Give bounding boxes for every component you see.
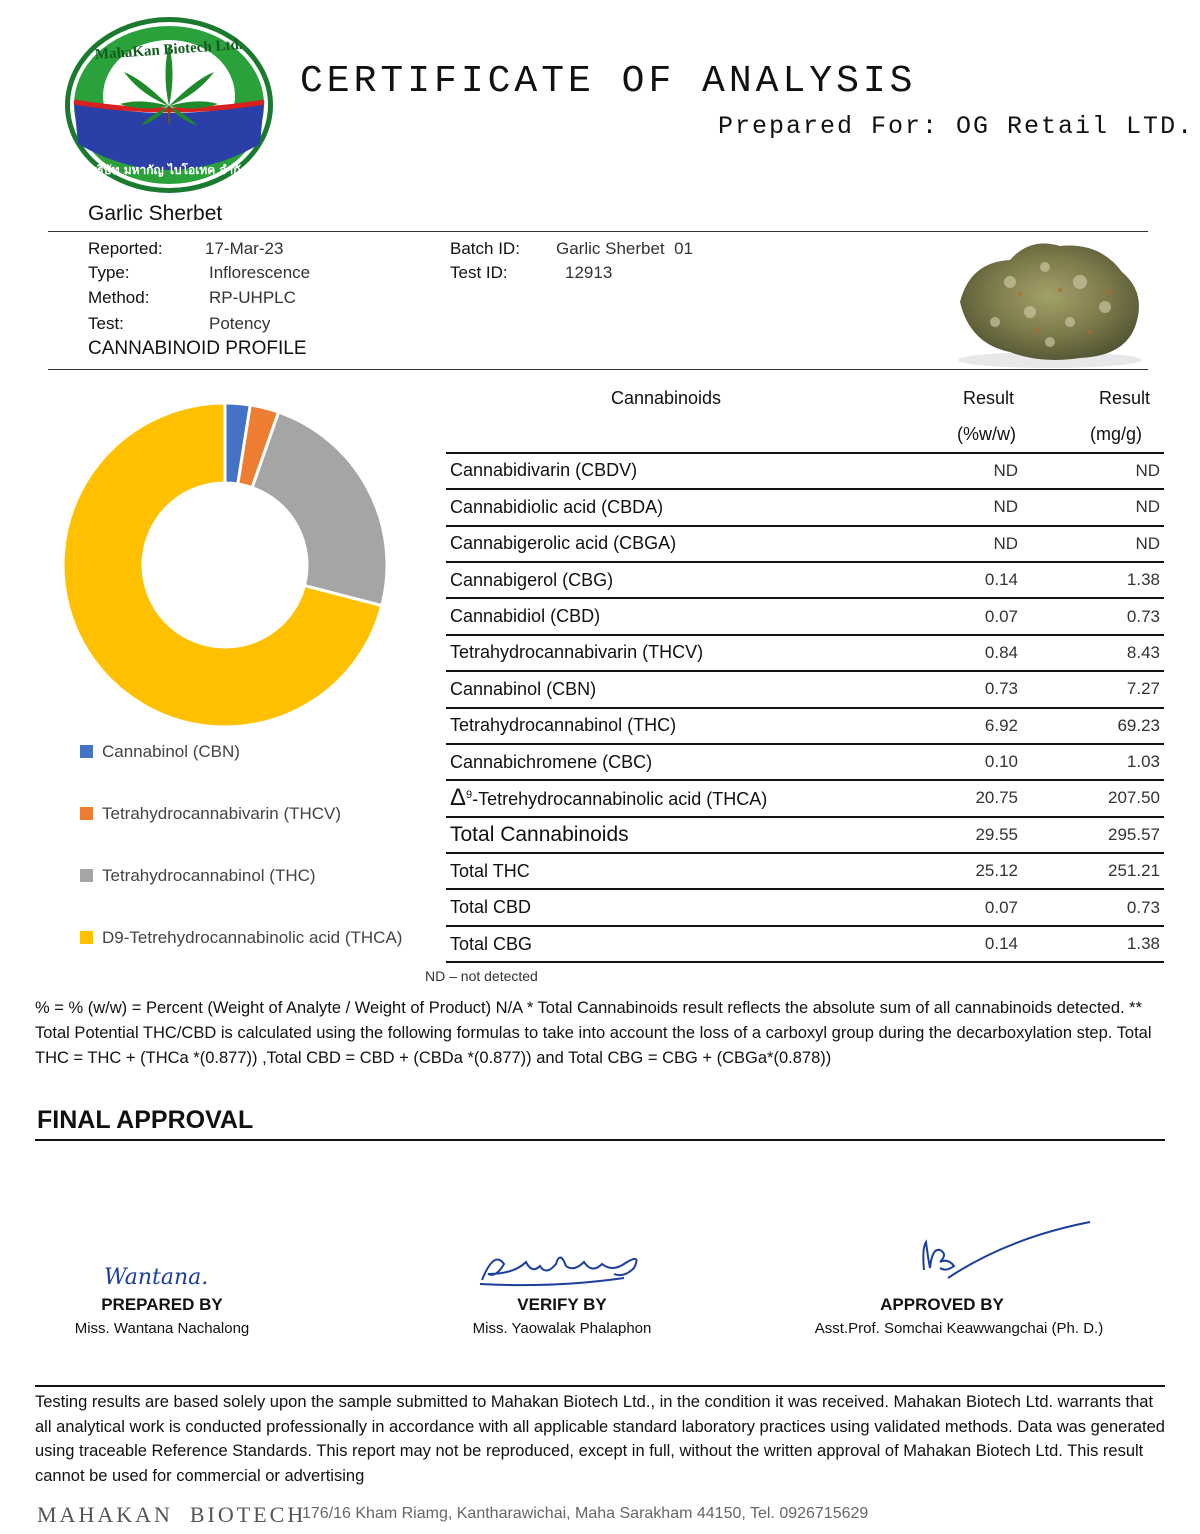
- result-mg: 1.38: [1036, 562, 1164, 598]
- result-mg: ND: [1036, 526, 1164, 562]
- results-table: [446, 380, 1164, 963]
- table-row: [446, 708, 1164, 744]
- verify-by-label: VERIFY BY: [517, 1295, 607, 1314]
- cannabinoid-name: [446, 453, 886, 489]
- cannabinoid-label: Cannabidivarin (CBDV): [450, 460, 638, 481]
- test-label: Test:: [88, 314, 124, 333]
- table-row: [446, 744, 1164, 780]
- result-pct: 0.84: [886, 635, 1036, 671]
- method-value: RP-UHPLC: [209, 288, 296, 307]
- cannabinoid-label: Tetrahydrocannabivarin (THCV): [450, 642, 704, 663]
- legend-swatch: [80, 807, 93, 820]
- result-pct: 25.12: [886, 853, 1036, 889]
- cannabinoid-name: [446, 853, 886, 889]
- legend-label: Cannabinol (CBN): [102, 742, 240, 761]
- legend-item-thc: [80, 866, 316, 886]
- table-row: [446, 926, 1164, 962]
- result-pct: 6.92: [886, 708, 1036, 744]
- test-id-label: Test ID:: [450, 263, 508, 282]
- col-header-result-pct: Result: [962, 387, 1014, 408]
- table-row: [446, 671, 1164, 707]
- cannabinoid-name: [446, 526, 886, 562]
- reported-value: 17-Mar-23: [205, 239, 284, 258]
- cannabinoid-label: Cannabidiolic acid (CBDA): [450, 496, 664, 517]
- result-pct: 0.10: [886, 744, 1036, 780]
- table-row: [446, 489, 1164, 525]
- cannabinoid-name: [446, 780, 886, 816]
- result-pct: 0.14: [886, 926, 1036, 962]
- svg-text:Wantana.: Wantana.: [104, 1265, 209, 1290]
- result-mg: 1.38: [1036, 926, 1164, 962]
- result-mg: 0.73: [1036, 889, 1164, 925]
- table-row: [446, 562, 1164, 598]
- legend-label: D9-Tetrehydrocannabinolic acid (THCA): [102, 928, 403, 947]
- cannabinoid-name: [446, 598, 886, 634]
- cannabinoid-label: Tetrahydrocannabinol (THC): [450, 715, 677, 736]
- result-mg: 207.50: [1036, 780, 1164, 816]
- result-mg: ND: [1036, 489, 1164, 525]
- result-mg: ND: [1036, 453, 1164, 489]
- cannabinoid-name: [446, 562, 886, 598]
- result-pct: ND: [886, 526, 1036, 562]
- cannabinoid-label: Cannabinol (CBN): [450, 678, 597, 699]
- divider: [35, 1385, 1165, 1387]
- cannabinoid-name: [446, 708, 886, 744]
- cannabinoid-name: [446, 889, 886, 925]
- logo-text: MahaKan Biotech Ltd.: [94, 36, 244, 64]
- result-pct: 0.14: [886, 562, 1036, 598]
- verify-by-name: Miss. Yaowalak Phalaphon: [472, 1320, 652, 1337]
- table-row: [446, 817, 1164, 853]
- table-row: [446, 635, 1164, 671]
- result-pct: 0.07: [886, 598, 1036, 634]
- cannabinoid-label: Total CBD: [450, 897, 532, 918]
- result-pct: 0.73: [886, 671, 1036, 707]
- footer-brand: MAHAKAN BIOTECH: [37, 1502, 307, 1527]
- approved-by-label: APPROVED BY: [880, 1295, 1004, 1314]
- table-unit-row: [446, 416, 1164, 452]
- legend-swatch: [80, 931, 93, 944]
- donut-slice: [252, 412, 387, 606]
- legend-item-thca: [80, 928, 402, 948]
- cannabinoid-name: [446, 635, 886, 671]
- result-pct: 29.55: [886, 817, 1036, 853]
- batch-id-value: Garlic Sherbet 01: [556, 239, 694, 258]
- prepared-by-name: Miss. Wantana Nachalong: [74, 1320, 250, 1337]
- approved-by-signature: [918, 1218, 1094, 1288]
- result-pct: 0.07: [886, 889, 1036, 925]
- cannabinoid-name: [446, 671, 886, 707]
- test-id-value: 12913: [565, 263, 613, 282]
- cannabinoid-label: Total CBG: [450, 933, 533, 954]
- unit-mg: (mg/g): [1089, 423, 1142, 444]
- superscript: 9: [466, 789, 473, 802]
- table-row: [446, 889, 1164, 925]
- calculation-footnote: % = % (w/w) = Percent (Weight of Analyte / Weight of Product) N/A * Total Cannabinoids result reflects the absolute sum of all cannabinoids detected. ** Total Potential THC/CBD is calculated using the following formulas to take into account the loss of a carboxyl group during the decarboxylation step. Total THC = THC + (THCa *(0.877)) ,Total CBD = CBD + (CBDa *(0.877)) and Total CBG = CBG + (CBGa*(0.878)): [35, 999, 1152, 1067]
- table-row: [446, 853, 1164, 889]
- legend-label: Tetrahydrocannabinol (THC): [102, 866, 316, 885]
- result-pct: ND: [886, 453, 1036, 489]
- legend-swatch: [80, 745, 93, 758]
- cannabinoid-label: Cannabigerolic acid (CBGA): [450, 533, 677, 554]
- reported-label: Reported:: [88, 239, 163, 258]
- profile-heading: CANNABINOID PROFILE: [88, 338, 307, 359]
- cannabinoid-label: Total THC: [450, 860, 530, 881]
- final-approval-heading: FINAL APPROVAL: [37, 1106, 254, 1134]
- result-mg: 0.73: [1036, 598, 1164, 634]
- result-mg: 295.57: [1036, 817, 1164, 853]
- delta-symbol: Δ: [450, 784, 467, 812]
- type-value: Inflorescence: [209, 263, 311, 282]
- result-mg: 69.23: [1036, 708, 1164, 744]
- batch-id-label: Batch ID:: [450, 239, 520, 258]
- cannabinoid-name: [446, 926, 886, 962]
- cannabinoid-name: [446, 817, 886, 853]
- test-value: Potency: [209, 314, 271, 333]
- cannabinoid-label: Cannabidiol (CBD): [450, 606, 601, 627]
- table-row: [446, 598, 1164, 634]
- unit-pct: (%w/w): [957, 423, 1016, 444]
- result-mg: 251.21: [1036, 853, 1164, 889]
- footer-address: 176/16 Kham Riamg, Kantharawichai, Maha Sarakham 44150, Tel. 0926715629: [302, 1505, 869, 1522]
- logo-thai-text: บริษัท มหากัญ ไบโอเทค จำกัด: [89, 163, 249, 177]
- verify-by-signature: [474, 1244, 650, 1290]
- approved-by-name: Asst.Prof. Somchai Keawwangchai (Ph. D.): [814, 1320, 1104, 1337]
- result-mg: 8.43: [1036, 635, 1164, 671]
- disclaimer: Testing results are based solely upon the sample submitted to Mahakan Biotech Ltd., in the condition it was received. Mahakan Biotech Ltd. warrants that all analytical work is conducted professionally in accordance with all applicable standard laboratory practices using validated methods. Data was generated using traceable Reference Standards. This report may not be reproduced, except in full, without the written approval of Mahakan Biotech Ltd. This result cannot be used for commercial or advertising: [35, 1393, 1165, 1485]
- nd-note: ND – not detected: [425, 968, 538, 984]
- cannabinoid-label: -Tetrehydrocannabinolic acid (THCA): [472, 789, 768, 810]
- cannabinoid-name: [446, 489, 886, 525]
- legend-item-cbn: [80, 742, 240, 762]
- legend-label: Tetrahydrocannabivarin (THCV): [102, 804, 342, 823]
- type-label: Type:: [88, 263, 130, 282]
- cannabinoid-name: [446, 744, 886, 780]
- document-title: CERTIFICATE OF ANALYSIS: [300, 60, 917, 103]
- table-header-row: [446, 380, 1164, 416]
- legend-swatch: [80, 869, 93, 882]
- table-row: [446, 453, 1164, 489]
- prepared-by-label: PREPARED BY: [101, 1295, 223, 1314]
- result-pct: ND: [886, 489, 1036, 525]
- method-label: Method:: [88, 288, 150, 307]
- cannabinoid-label: Cannabichromene (CBC): [450, 751, 653, 772]
- company-logo: [62, 14, 276, 196]
- result-mg: 7.27: [1036, 671, 1164, 707]
- cannabinoid-label: Total Cannabinoids: [450, 822, 629, 846]
- sample-photo: [950, 232, 1150, 370]
- prepared-by-signature: [100, 1258, 220, 1292]
- col-header-result-mg: Result: [1098, 387, 1150, 408]
- result-mg: 1.03: [1036, 744, 1164, 780]
- table-row: [446, 780, 1164, 816]
- divider: [35, 1139, 1165, 1141]
- col-header-cannabinoids: Cannabinoids: [610, 387, 722, 408]
- empty-cell: [446, 416, 886, 452]
- cannabinoid-donut-chart: [60, 400, 390, 730]
- result-pct: 20.75: [886, 780, 1036, 816]
- table-row: [446, 526, 1164, 562]
- prepared-for: Prepared For: OG Retail LTD.: [718, 112, 1195, 141]
- legend-item-thcv: [80, 804, 341, 824]
- product-name: Garlic Sherbet: [88, 202, 223, 225]
- cannabinoid-label: Cannabigerol (CBG): [450, 569, 614, 590]
